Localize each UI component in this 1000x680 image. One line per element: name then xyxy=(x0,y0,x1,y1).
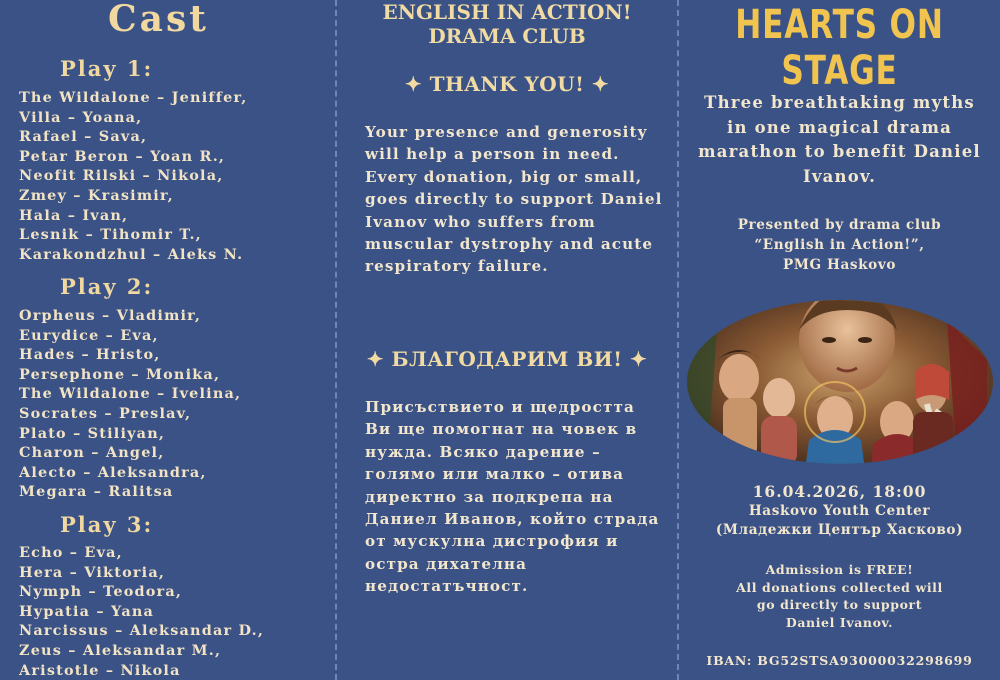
club-title-line-2: DRAMA CLUB xyxy=(428,24,586,48)
admission-info xyxy=(679,561,1000,631)
cast-item: Narcissus – Aleksandar D., xyxy=(19,622,265,640)
cast-item: Hera – Viktoria, xyxy=(19,563,166,581)
cast-item: Hades – Hristo, xyxy=(19,346,161,364)
cast-item: Petar Beron – Yoan R., xyxy=(19,147,226,165)
venue-line: Haskovo Youth Center xyxy=(748,503,931,519)
cast-item: The Wildalone – Jeniffer, xyxy=(19,89,248,106)
play-1-heading: Play 1: xyxy=(60,56,154,81)
event-title: HEARTS ON STAGE xyxy=(735,2,944,94)
venue-line: (Младежки Център Хасково) xyxy=(715,522,964,538)
cast-item: Plato – Stiliyan, xyxy=(19,424,166,442)
cast-item: Megara – Ralitsa xyxy=(19,483,174,501)
cast-item: Echo – Eva, xyxy=(19,544,123,561)
cast-item: Socrates – Preslav, xyxy=(19,404,192,422)
cast-item: Zeus – Aleksandar M., xyxy=(19,641,222,659)
cast-panel xyxy=(0,0,335,680)
play-3-cast-list xyxy=(19,543,264,680)
cast-item: Nymph – Teodora, xyxy=(19,583,183,601)
cast-item: Eurydice – Eva, xyxy=(19,326,159,344)
thank-you-body-bg: Присъствието и щедростта Ви ще помогнат на човек в нужда. Всяко дарение – голямо или малко – отива директно за подкрепа на Даниел Иванов, който страда от мускулна дистрофия и остра дихателна недостатъчност. xyxy=(365,398,660,596)
myth-artwork-image xyxy=(687,300,993,464)
presented-line: PMG Haskovo xyxy=(783,257,896,273)
iban: IBAN: BG52STSA93000032298699 xyxy=(706,653,973,668)
cast-item: Zmey – Krasimir, xyxy=(19,186,174,204)
club-title-line-1: ENGLISH IN ACTION! xyxy=(382,0,632,24)
event-date: 16.04.2026, 18:00 xyxy=(752,482,927,501)
cast-item: Neofit Rilski – Nikola, xyxy=(19,167,224,185)
cast-item: The Wildalone – Ivelina, xyxy=(19,385,242,403)
admission-line: go directly to support xyxy=(756,597,923,612)
event-panel xyxy=(679,0,1000,680)
thank-you-heading-bg: ✦ БЛАГОДАРИМ ВИ! ✦ xyxy=(366,347,648,371)
thank-you-heading: ✦ THANK YOU! ✦ xyxy=(404,72,610,96)
cast-item: Rafael – Sava, xyxy=(19,128,148,146)
presented-by xyxy=(679,215,1000,275)
play-2-heading: Play 2: xyxy=(60,274,154,299)
admission-line: Admission is FREE! xyxy=(765,562,914,577)
thank-you-panel xyxy=(337,0,677,680)
cast-title: Cast xyxy=(108,0,209,40)
cast-item: Charon – Angel, xyxy=(19,444,165,462)
cast-item: Hypatia – Yana xyxy=(19,602,155,620)
cast-item: Karakondzhul – Aleks N. xyxy=(19,245,244,263)
admission-line: Daniel Ivanov. xyxy=(785,614,894,630)
event-tagline: Three breathtaking myths in one magical drama marathon to benefit Daniel Ivanov. xyxy=(698,93,981,186)
cast-item: Villa – Yoana, xyxy=(19,108,143,126)
cast-item: Aristotle – Nikola xyxy=(19,661,181,679)
thank-you-body-en: Your presence and generosity will help a person in need. Every donation, big or small, goes directly to support Daniel Ivanov who suffers from muscular dystrophy and acute respiratory failure. xyxy=(365,123,663,276)
cast-item: Persephone – Monika, xyxy=(19,365,221,383)
venue xyxy=(679,502,1000,540)
presented-line: Presented by drama club xyxy=(737,217,942,233)
cast-item: Lesnik – Tihomir T., xyxy=(19,226,202,244)
play-3-heading: Play 3: xyxy=(60,512,154,537)
play-1-cast-list xyxy=(19,88,247,264)
admission-line: All donations collected will xyxy=(736,579,943,595)
cast-item: Alecto – Aleksandra, xyxy=(19,463,207,481)
club-title xyxy=(337,0,677,48)
cast-item: Hala – Ivan, xyxy=(19,206,129,224)
play-2-cast-list xyxy=(19,306,241,502)
cast-item: Orpheus – Vladimir, xyxy=(19,307,202,324)
presented-line: “English in Action!”, xyxy=(754,237,925,253)
